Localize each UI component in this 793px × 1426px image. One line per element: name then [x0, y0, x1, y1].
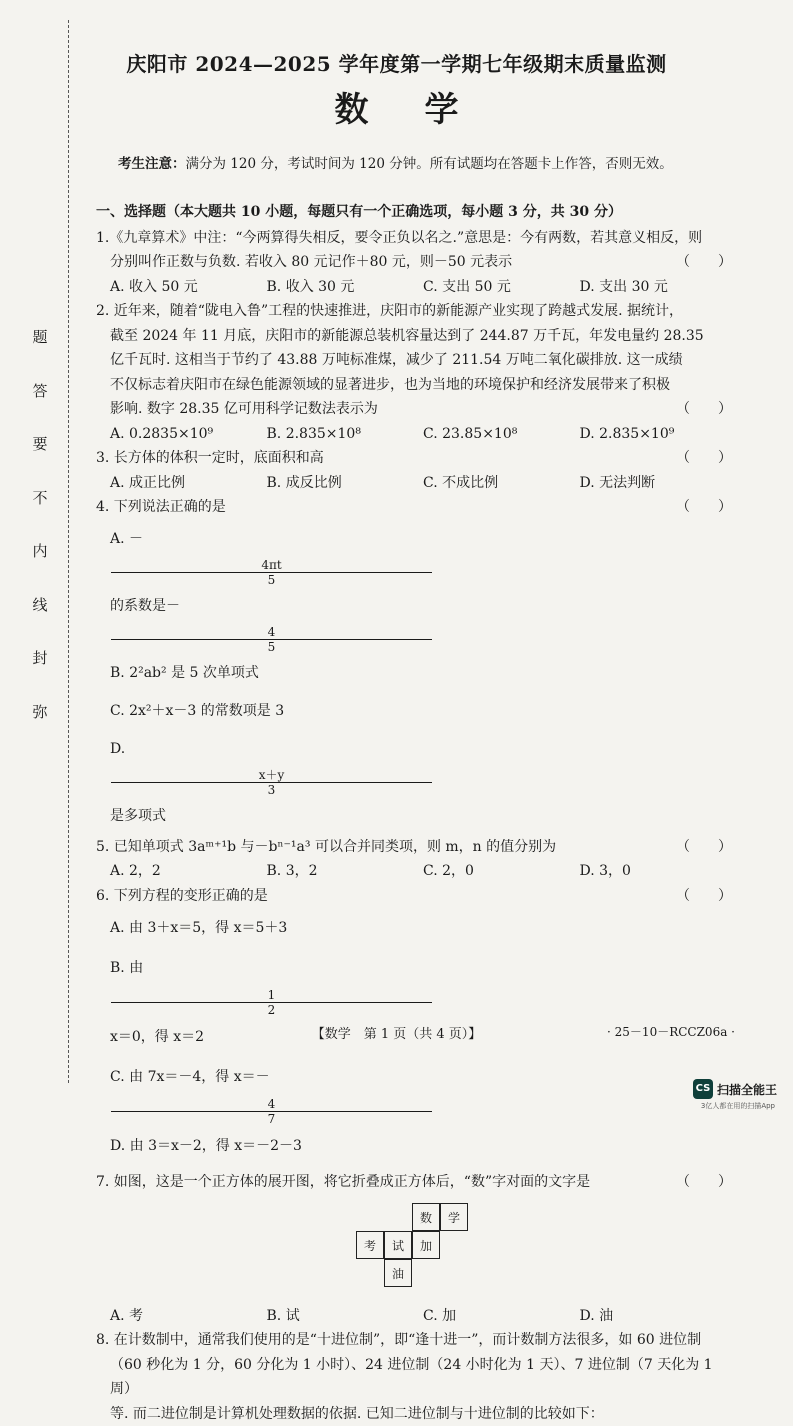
q1-option-d: D. 支出 30 元	[580, 275, 737, 300]
side-char: 题	[32, 330, 47, 345]
q4-option-c: C. 2x²＋x－3 的常数项是 3	[110, 692, 427, 730]
side-char: 封	[32, 651, 47, 666]
q1-line2: 分别叫作正数与负数. 若收入 80 元记作＋80 元，则－50 元表示	[110, 254, 512, 270]
q7-option-a: A. 考	[110, 1304, 267, 1329]
q6-line1: 6. 下列方程的变形正确的是	[96, 888, 268, 904]
q2-line4: 不仅标志着庆阳市在绿色能源领域的显著进步，也为当地的环境保护和经济发展带来了积极	[96, 373, 736, 398]
q8-line3: 等. 而二进位制是计算机处理数据的依据. 已知二进位制与十进位制的比较如下：	[96, 1402, 736, 1426]
scanner-logo-icon: CS	[693, 1079, 713, 1099]
q5-option-a: A. 2，2	[110, 859, 267, 884]
q2-option-d: D. 2.835×10⁹	[580, 422, 737, 447]
q4-d-pre: D.	[110, 741, 125, 757]
q6-c-pre: C. 由 7x＝－4，得 x＝－	[110, 1069, 270, 1085]
q7-option-c: C. 加	[423, 1304, 580, 1329]
answer-paren: （ ）	[676, 250, 732, 275]
q6-b-num: 1	[111, 988, 432, 1003]
q6-c-den: 7	[111, 1112, 432, 1126]
q2-line3: 亿千瓦时. 这相当于节约了 43.88 万吨标准煤，减少了 211.54 万吨二氧化碳排放. 这一成绩	[96, 348, 736, 373]
q5-options	[96, 859, 736, 884]
q8-line2: （60 秒化为 1 分，60 分化为 1 小时）、24 进位制（24 小时化为 1 天）、7 进位制（7 天化为 1 周）	[96, 1353, 736, 1402]
q6-c-num: 4	[111, 1097, 432, 1112]
q6-b-pre: B. 由	[110, 960, 143, 976]
side-char: 线	[32, 598, 47, 613]
question-1	[96, 226, 736, 300]
q4-a-pre: A. －	[110, 531, 143, 547]
q4-d-den: 3	[111, 783, 432, 797]
q5-line1: 5. 已知单项式 3aᵐ⁺¹b 与－bⁿ⁻¹a³ 可以合并同类项，则 m，n 的值分别为	[96, 839, 556, 855]
paper-code: · 25－10－RCCZ06a ·	[607, 1023, 735, 1040]
q4-option-b: B. 2²ab² 是 5 次单项式	[110, 654, 427, 692]
q6-b-den: 2	[111, 1003, 432, 1017]
net-cell: 数	[412, 1203, 440, 1231]
q4-a-frac2	[111, 625, 426, 654]
answer-paren: （ ）	[690, 495, 732, 520]
q4-a-den: 5	[111, 573, 432, 587]
q7-options	[96, 1304, 736, 1329]
side-char: 答	[32, 384, 47, 399]
q2-option-c: C. 23.85×10⁸	[423, 422, 580, 447]
section-heading: 一、选择题（本大题共 10 小题，每题只有一个正确选项，每小题 3 分，共 30 分）	[96, 200, 736, 225]
exam-notice	[118, 152, 673, 172]
q4-a-mid: 的系数是－	[110, 598, 180, 614]
q2-option-a: A. 0.2835×10⁹	[110, 422, 267, 447]
q3-option-a: A. 成正比例	[110, 471, 267, 496]
q4-a-frac	[111, 558, 426, 587]
net-cell: 加	[412, 1231, 440, 1259]
q1-options	[96, 275, 736, 300]
question-3	[96, 446, 736, 495]
question-7	[96, 1170, 736, 1328]
q4-a-den2: 5	[111, 640, 432, 654]
q2-option-b: B. 2.835×10⁸	[267, 422, 424, 447]
side-char: 弥	[32, 705, 47, 720]
q7-line1: 7. 如图，这是一个正方体的展开图，将它折叠成正方体后，“数”字对面的文字是	[96, 1174, 590, 1190]
binding-warning	[28, 330, 52, 720]
q1-option-a: A. 收入 50 元	[110, 275, 267, 300]
question-4	[96, 495, 736, 835]
question-content	[96, 200, 736, 1426]
q4-line1: 4. 下列说法正确的是	[96, 499, 226, 515]
net-cell: 考	[356, 1231, 384, 1259]
exam-title: 庆阳市 2024—2025 学年度第一学期七年级期末质量监测	[0, 48, 793, 77]
net-cell: 学	[440, 1203, 468, 1231]
q2-line1: 2. 近年来，随着“陇电入鲁”工程的快速推进，庆阳市的新能源产业实现了跨越式发展. 据统计，	[96, 299, 736, 324]
side-char: 不	[32, 491, 47, 506]
answer-paren: （ ）	[690, 446, 732, 471]
q5-option-b: B. 3，2	[267, 859, 424, 884]
q4-a-num2: 4	[111, 625, 432, 640]
q6-option-c	[110, 1057, 427, 1126]
q2-line5: 影响. 数字 28.35 亿可用科学记数法表示为	[110, 401, 378, 417]
q4-option-d	[110, 730, 427, 835]
scanner-name: 扫描全能王	[717, 1081, 777, 1098]
side-char: 要	[32, 437, 47, 452]
binding-line	[68, 20, 69, 1083]
scanner-watermark	[693, 1079, 777, 1099]
q3-option-d: D. 无法判断	[580, 471, 737, 496]
question-5	[96, 835, 736, 884]
answer-paren: （ ）	[690, 835, 732, 860]
q4-d-num: x＋y	[111, 768, 432, 783]
q6-b-post: x＝0，得 x＝2	[110, 1029, 204, 1045]
page-footer: 【数学 第 1 页（共 4 页）】	[0, 1023, 793, 1042]
scanner-tagline: 3亿人都在用的扫描App	[701, 1101, 775, 1111]
notice-text: 满分为 120 分，考试时间为 120 分钟。所有试题均在答题卡上作答，否则无效。	[186, 156, 673, 172]
q3-option-c: C. 不成比例	[423, 471, 580, 496]
q3-line1: 3. 长方体的体积一定时，底面积和高	[96, 450, 324, 466]
q4-option-a	[110, 520, 427, 654]
q4-d-post: 是多项式	[110, 808, 166, 824]
q3-options	[96, 471, 736, 496]
q7-option-b: B. 试	[267, 1304, 424, 1329]
q1-option-c: C. 支出 50 元	[423, 275, 580, 300]
q4-d-frac	[111, 768, 426, 797]
q4-a-num: 4πt	[111, 558, 432, 573]
question-8	[96, 1328, 736, 1426]
notice-label: 考生注意：	[118, 156, 186, 172]
q4-options	[96, 520, 736, 835]
side-char: 内	[32, 544, 47, 559]
q6-c-frac	[111, 1097, 426, 1126]
q5-option-d: D. 3，0	[580, 859, 737, 884]
q6-option-a: A. 由 3＋x＝5，得 x＝5＋3	[110, 908, 427, 948]
question-2	[96, 299, 736, 446]
subject-title: 数学	[0, 82, 793, 131]
q6-b-frac	[111, 988, 426, 1017]
net-cell: 油	[384, 1259, 412, 1287]
net-cell: 试	[384, 1231, 412, 1259]
answer-paren: （ ）	[676, 397, 732, 422]
q2-options	[96, 422, 736, 447]
q1-option-b: B. 收入 30 元	[267, 275, 424, 300]
q7-option-d: D. 油	[580, 1304, 737, 1329]
q1-line1: 1.《九章算术》中注：“今两算得失相反，要令正负以名之.”意思是：今有两数，若其意义相反，则	[96, 226, 736, 251]
answer-paren: （ ）	[690, 1170, 732, 1195]
q6-option-d: D. 由 3＝x－2，得 x＝－2－3	[110, 1126, 427, 1166]
q2-line2: 截至 2024 年 11 月底，庆阳市的新能源总装机容量达到了 244.87 万千瓦，年发电量约 28.35	[96, 324, 736, 349]
q8-line1: 8. 在计数制中，通常我们使用的是“十进位制”，即“逢十进一”，而计数制方法很多，如 60 进位制	[96, 1328, 736, 1353]
cube-net-figure	[350, 1203, 550, 1298]
answer-paren: （ ）	[690, 884, 732, 909]
q3-option-b: B. 成反比例	[267, 471, 424, 496]
q5-option-c: C. 2，0	[423, 859, 580, 884]
